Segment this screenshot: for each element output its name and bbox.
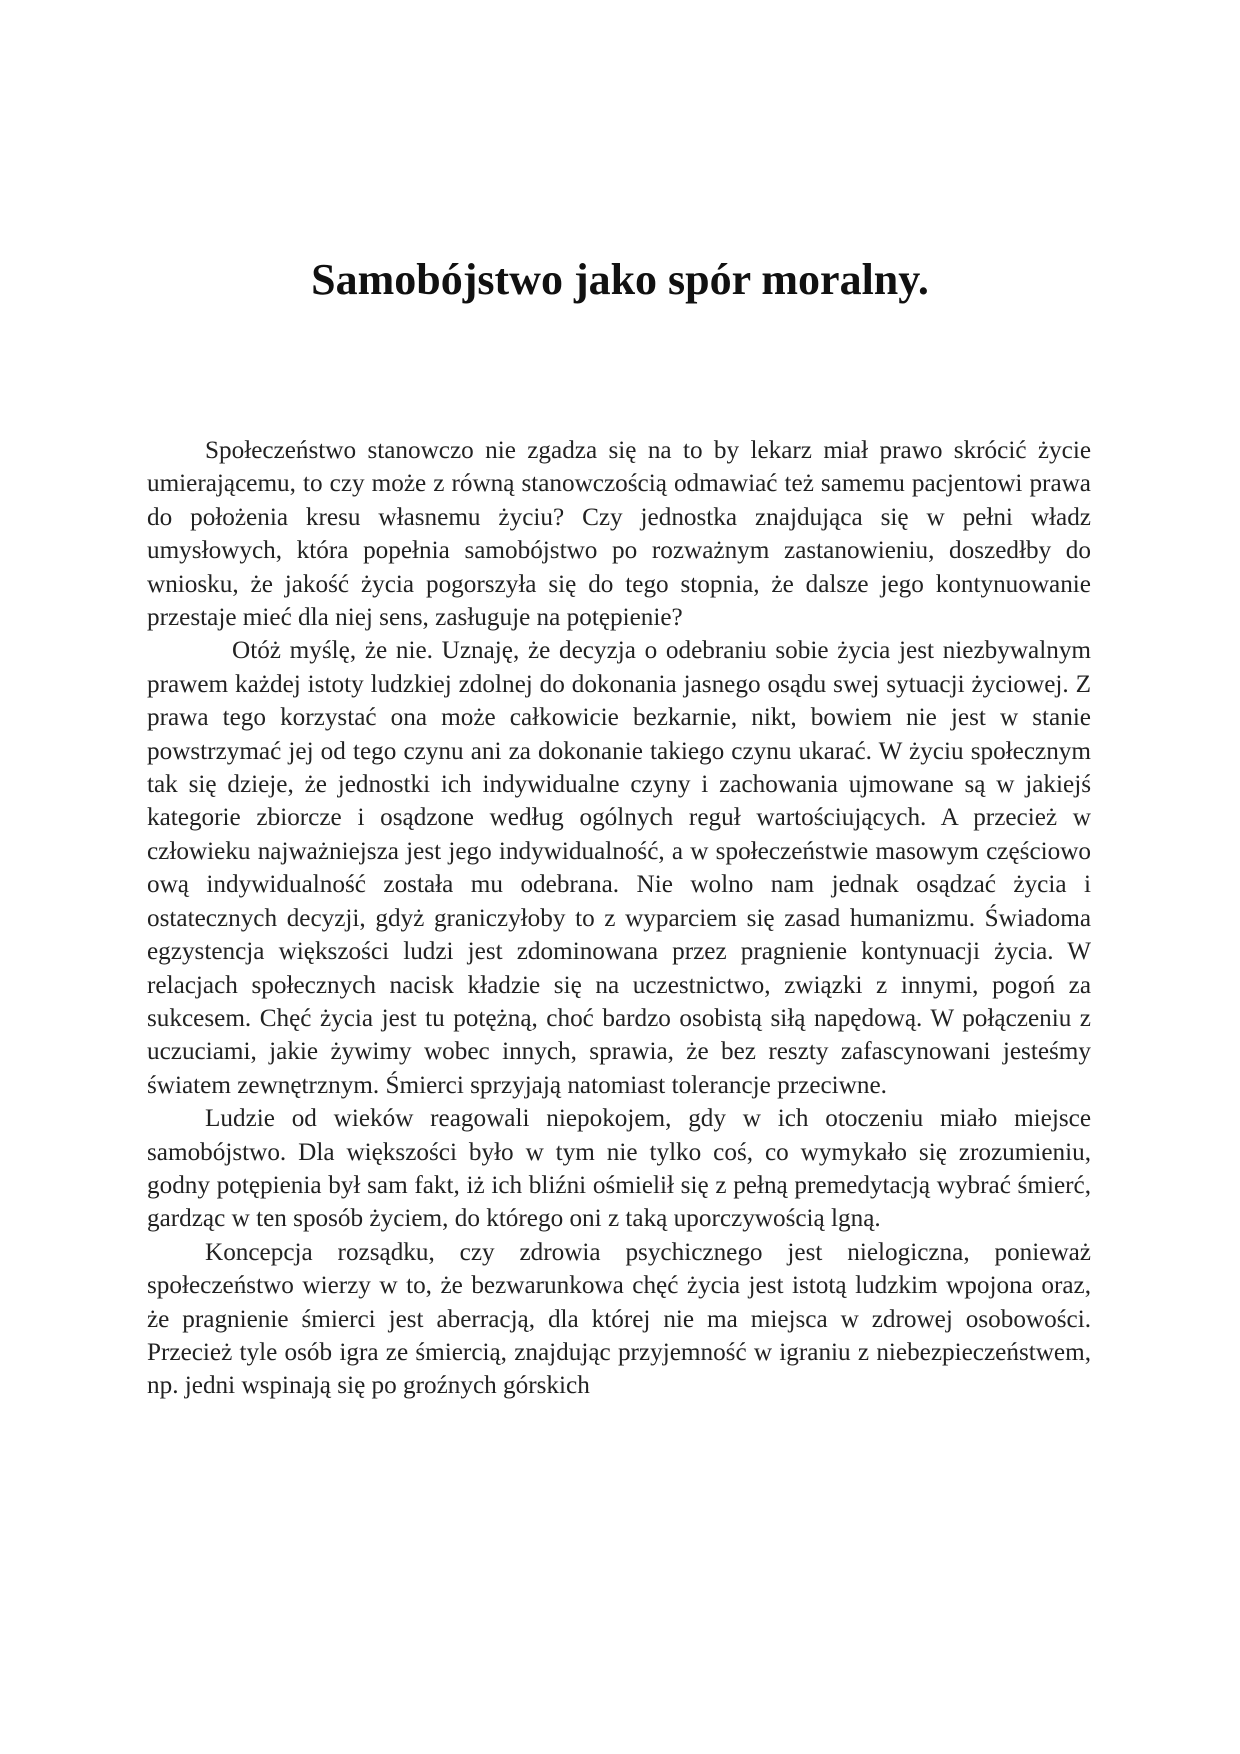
document-body: [147, 434, 1091, 1403]
paragraph: Społeczeństwo stanowczo nie zgadza się na to by lekarz miał prawo skrócić życie umierającemu, to czy może z równą stanowczością odmawiać też samemu pacjentowi prawa do położenia kresu własnemu życiu? Czy jednostka znajdująca się w pełni władz umysłowych, która popełnia samobójstwo po rozważnym zastanowieniu, doszedłby do wniosku, że jakość życia pogorszyła się do tego stopnia, że dalsze jego kontynuowanie przestaje mieć dla niej sens, zasługuje na potępienie?: [147, 437, 1091, 632]
paragraph: Otóż myślę, że nie. Uznaję, że decyzja o odebraniu sobie życia jest niezbywalnym prawem każdej istoty ludzkiej zdolnej do dokonania jasnego osądu swej sytuacji życiowej. Z prawa tego korzystać ona może całkowicie bezkarnie, nikt, bowiem nie jest w stanie powstrzymać jej od tego czynu ani za dokonanie takiego czynu ukarać. W życiu społecznym tak się dzieje, że jednostki ich indywidualne czyny i zachowania ujmowane są w jakiejś kategorie zbiorcze i osądzone według ogólnych reguł wartościujących. A przecież w człowieku najważniejsza jest jego indywidualność, a w społeczeństwie masowym częściowo ową indywidualność została mu odebrana. Nie wolno nam jednak osądzać życia i ostatecznych decyzji, gdyż graniczyłoby to z wyparciem się zasad humanizmu. Świadoma egzystencja większości ludzi jest zdominowana przez pragnienie kontynuacji życia. W relacjach społecznych nacisk kładzie się na uczestnictwo, związki z innymi, pogoń za sukcesem. Chęć życia jest tu potężną, choć bardzo osobistą siłą napędową. W połączeniu z uczuciami, jakie żywimy wobec innych, sprawia, że bez reszty zafascynowani jesteśmy światem zewnętrznym. Śmierci sprzyjają natomiast tolerancje przeciwne.: [147, 637, 1091, 1099]
paragraph: Ludzie od wieków reagowali niepokojem, gdy w ich otoczeniu miało miejsce samobójstwo. Dla większości było w tym nie tylko coś, co wymykało się zrozumieniu, godny potępienia był sam fakt, iż ich bliźni ośmielił się z pełną premedytacją wybrać śmierć, gardząc w ten sposób życiem, do którego oni z taką uporczywością lgną.: [147, 1105, 1091, 1233]
paragraph: Koncepcja rozsądku, czy zdrowia psychicznego jest nielogiczna, ponieważ społeczeństwo wierzy w to, że bezwarunkowa chęć życia jest istotą ludzkim wpojona oraz, że pragnienie śmierci jest aberracją, dla której nie ma miejsca w zdrowej osobowości. Przecież tyle osób igra ze śmiercią, znajdując przyjemność w igraniu z niebezpieczeństwem, np. jedni wspinają się po groźnych górskich: [147, 1238, 1091, 1400]
document-title: Samobójstwo jako spór moralny.: [311, 255, 929, 304]
